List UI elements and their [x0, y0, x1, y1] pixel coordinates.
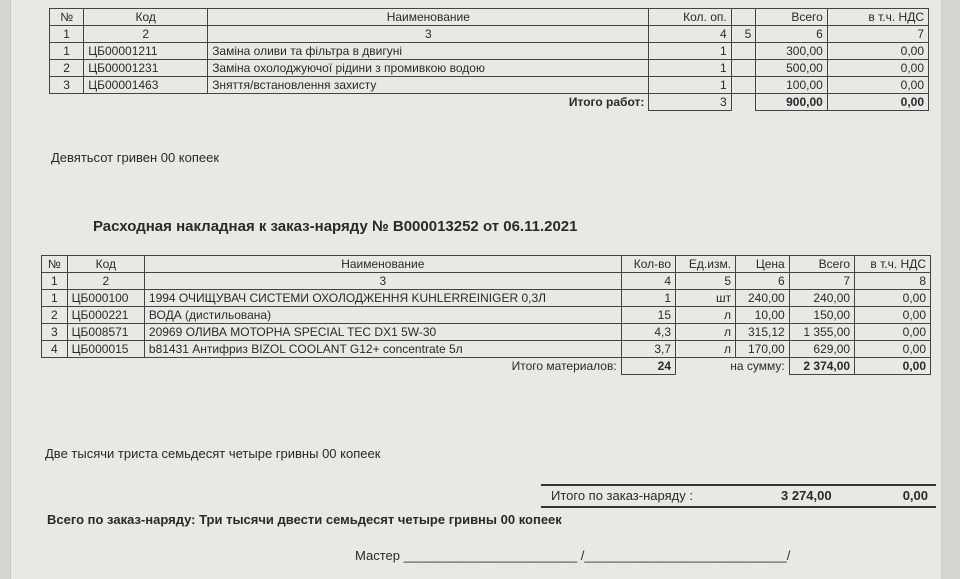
works-header-cell: Наименование: [208, 9, 649, 26]
materials-cell: 150,00: [789, 307, 854, 324]
works-colnum-cell: 6: [756, 26, 828, 43]
materials-colnum-cell: 4: [621, 273, 675, 290]
materials-cell: 170,00: [736, 341, 790, 358]
materials-colnum-cell: 8: [855, 273, 931, 290]
materials-cell: 1: [621, 290, 675, 307]
materials-cell: 3,7: [621, 341, 675, 358]
order-total-box: [541, 484, 936, 508]
order-amount-words: Всего по заказ-наряду: Три тысячи двести семьдесят четыре гривны 00 копеек: [47, 512, 562, 527]
materials-cell: 20969 ОЛИВА МОТОРНА SPECIAL TEC DX1 5W-30: [144, 324, 621, 341]
works-cell: 300,00: [756, 43, 828, 60]
materials-cell: 240,00: [736, 290, 790, 307]
works-cell: 3: [50, 77, 84, 94]
works-cell: [731, 43, 756, 60]
works-header-cell: Всего: [756, 9, 828, 26]
materials-total-sum: 2 374,00: [789, 358, 854, 375]
master-signature-line: Мастер ________________________ /____________________________/: [355, 548, 791, 563]
materials-cell: 0,00: [855, 307, 931, 324]
materials-cell: л: [676, 307, 736, 324]
materials-header-cell: Код: [67, 256, 144, 273]
works-row: [50, 77, 929, 94]
works-total-vat: 0,00: [827, 94, 928, 111]
works-amount-words: Девятьсот гривен 00 копеек: [51, 150, 220, 165]
document-page: [10, 0, 941, 579]
materials-row: [42, 307, 931, 324]
works-cell: ЦБ00001211: [84, 43, 208, 60]
order-total-sum: 3 274,00: [781, 488, 832, 503]
materials-row: [42, 324, 931, 341]
works-total-sum: 900,00: [756, 94, 828, 111]
works-cell: ЦБ00001463: [84, 77, 208, 94]
materials-cell: 3: [42, 324, 68, 341]
materials-cell: 0,00: [855, 341, 931, 358]
works-header-cell: [731, 9, 756, 26]
materials-cell: ЦБ000100: [67, 290, 144, 307]
works-cell: 100,00: [756, 77, 828, 94]
materials-cell: b81431 Антифриз BIZOL COOLANT G12+ concentrate 5л: [144, 341, 621, 358]
works-cell: 0,00: [827, 77, 928, 94]
materials-header-cell: №: [42, 256, 68, 273]
materials-header-cell: Цена: [736, 256, 790, 273]
works-cell: 0,00: [827, 60, 928, 77]
materials-colnum-cell: 7: [789, 273, 854, 290]
materials-total-qty: 24: [621, 358, 675, 375]
works-row: [50, 60, 929, 77]
materials-header-cell: в т.ч. НДС: [855, 256, 931, 273]
works-cell: [731, 77, 756, 94]
master-label: Мастер: [355, 548, 400, 563]
invoice-title: Расходная накладная к заказ-наряду № В000013252 от 06.11.2021: [93, 218, 578, 235]
works-cell: Зняття/встановлення захисту: [208, 77, 649, 94]
materials-colnum-cell: 1: [42, 273, 68, 290]
materials-cell: л: [676, 324, 736, 341]
materials-cell: ЦБ008571: [67, 324, 144, 341]
materials-cell: 1994 ОЧИЩУВАЧ СИСТЕМИ ОХОЛОДЖЕННЯ KUHLERREINIGER 0,3Л: [144, 290, 621, 307]
works-row: [50, 43, 929, 60]
materials-cell: ЦБ000015: [67, 341, 144, 358]
works-header-cell: №: [50, 9, 84, 26]
works-cell: Заміна оливи та фільтра в двигуні: [208, 43, 649, 60]
materials-amount-words: Две тысячи триста семьдесят четыре гривны 00 копеек: [45, 446, 381, 461]
works-cell: 1: [649, 60, 731, 77]
works-colnum-cell: 5: [731, 26, 756, 43]
materials-total-vat: 0,00: [855, 358, 931, 375]
materials-cell: 4,3: [621, 324, 675, 341]
materials-header-cell: Кол-во: [621, 256, 675, 273]
works-cell: Заміна охолоджуючої рідини з промивкою водою: [208, 60, 649, 77]
materials-cell: 315,12: [736, 324, 790, 341]
materials-total-label: Итого материалов:: [511, 359, 617, 373]
works-cell: 500,00: [756, 60, 828, 77]
materials-header-cell: Ед.изм.: [676, 256, 736, 273]
works-total-qty: 3: [649, 94, 731, 111]
works-total-label: Итого работ:: [568, 95, 645, 109]
materials-cell: 15: [621, 307, 675, 324]
works-header-cell: Код: [84, 9, 208, 26]
materials-cell: 629,00: [789, 341, 854, 358]
materials-row: [42, 341, 931, 358]
materials-cell: ВОДА (дистильована): [144, 307, 621, 324]
materials-header-cell: Наименование: [144, 256, 621, 273]
materials-cell: 0,00: [855, 324, 931, 341]
order-total-vat: 0,00: [902, 488, 928, 503]
materials-colnum-cell: 3: [144, 273, 621, 290]
works-cell: 1: [649, 77, 731, 94]
order-total-label: Итого по заказ-наряду :: [551, 488, 693, 503]
works-header-cell: Кол. оп.: [649, 9, 731, 26]
works-colnum-cell: 7: [827, 26, 928, 43]
works-cell: 1: [50, 43, 84, 60]
materials-cell: 240,00: [789, 290, 854, 307]
works-cell: ЦБ00001231: [84, 60, 208, 77]
works-header-cell: в т.ч. НДС: [827, 9, 928, 26]
materials-cell: 10,00: [736, 307, 790, 324]
materials-sum-label: на сумму:: [730, 359, 785, 373]
materials-cell: 1 355,00: [789, 324, 854, 341]
materials-colnum-cell: 5: [676, 273, 736, 290]
works-colnum-cell: 3: [208, 26, 649, 43]
materials-colnum-cell: 6: [736, 273, 790, 290]
works-cell: 1: [649, 43, 731, 60]
materials-cell: 0,00: [855, 290, 931, 307]
materials-colnum-cell: 2: [67, 273, 144, 290]
materials-cell: л: [676, 341, 736, 358]
materials-cell: шт: [676, 290, 736, 307]
materials-row: [42, 290, 931, 307]
works-cell: 0,00: [827, 43, 928, 60]
materials-cell: ЦБ000221: [67, 307, 144, 324]
materials-cell: 4: [42, 341, 68, 358]
materials-cell: 1: [42, 290, 68, 307]
materials-cell: 2: [42, 307, 68, 324]
works-table: [49, 8, 929, 111]
works-colnum-cell: 2: [84, 26, 208, 43]
works-colnum-cell: 4: [649, 26, 731, 43]
works-cell: [731, 60, 756, 77]
materials-header-cell: Всего: [789, 256, 854, 273]
materials-table: [41, 255, 931, 375]
works-cell: 2: [50, 60, 84, 77]
works-colnum-cell: 1: [50, 26, 84, 43]
